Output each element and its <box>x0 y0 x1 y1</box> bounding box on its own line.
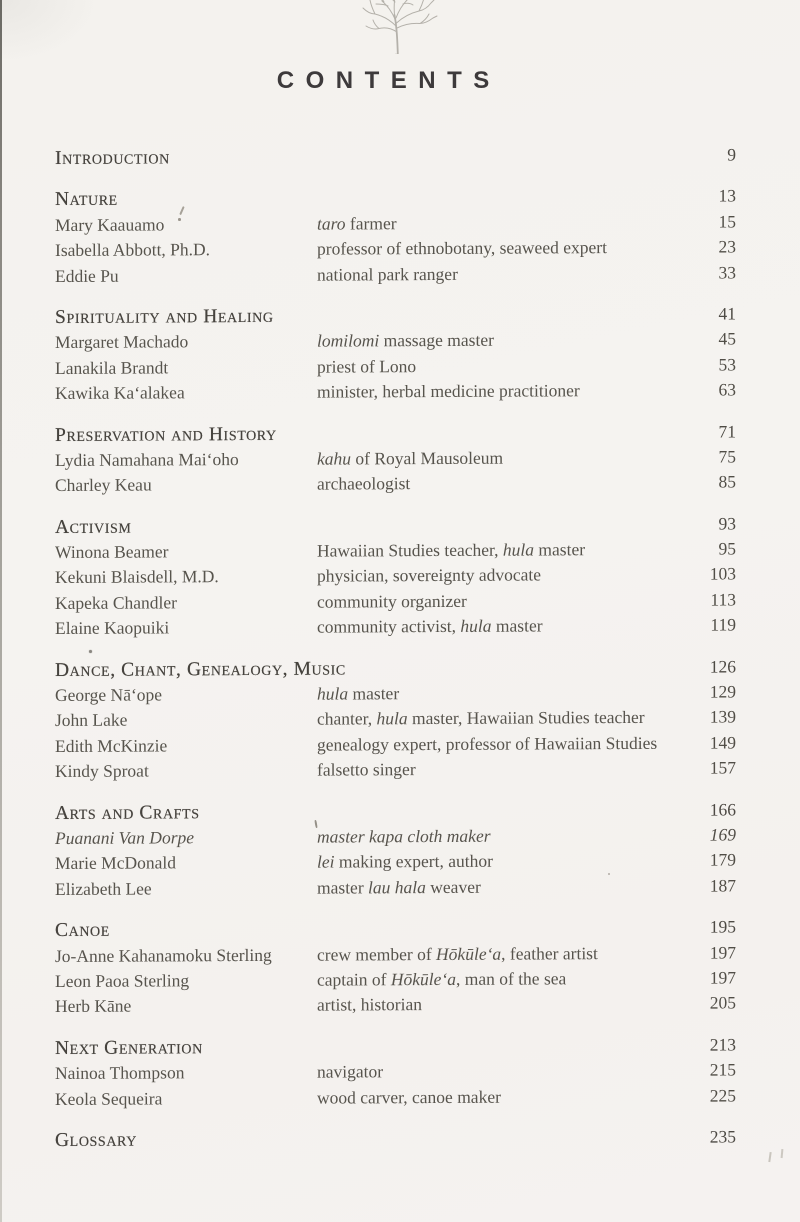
toc-entry-page-number: 95 <box>718 538 736 559</box>
description-text: master <box>317 877 369 898</box>
description-text: massage master <box>379 330 494 351</box>
toc-entry-row <box>55 209 736 238</box>
toc-entry-page-number: 197 <box>709 941 736 963</box>
toc-entry-description <box>317 940 684 967</box>
hawaiian-term: lau hala <box>368 876 426 898</box>
description-text: minister, herbal medicine practitioner <box>317 380 580 402</box>
description-text: cloth maker <box>403 825 491 847</box>
page-title: CONTENTS <box>276 67 501 94</box>
toc-entry-row <box>55 1058 736 1087</box>
hawaiian-term: lei <box>317 851 335 873</box>
toc-entry-name: Marie McDonald <box>55 852 177 874</box>
toc-section-heading-row <box>55 797 736 826</box>
toc-entry-description <box>317 378 684 405</box>
toc-entry-row <box>55 587 736 616</box>
toc-entry-name: Lydia Namahana Mai‘oho <box>55 448 239 470</box>
toc-entry-name: Nainoa Thompson <box>55 1062 185 1084</box>
toc-entry-description <box>317 823 684 850</box>
toc-entry-page-number: 103 <box>709 563 736 585</box>
description-text: making expert, author <box>334 851 493 872</box>
toc-section <box>55 184 736 289</box>
toc-section-heading-row <box>55 511 736 540</box>
toc-entry-row <box>55 756 736 785</box>
toc-entry-row <box>55 965 736 994</box>
toc-entry-name: Kapeka Chandler <box>55 592 177 613</box>
toc-entry-name: Isabella Abbott, Ph.D. <box>55 239 211 261</box>
toc-entry-row <box>55 873 736 902</box>
toc-entry-description <box>317 260 684 287</box>
toc-section-heading: Canoe <box>55 919 110 942</box>
toc-entry-page-number: 15 <box>718 211 736 232</box>
toc-section-page-number: 71 <box>718 420 736 442</box>
toc-entry-page-number: 187 <box>709 875 736 896</box>
toc-entry-name: Leon Paoa Sterling <box>55 970 190 991</box>
hawaiian-term: lomilomi <box>317 330 380 351</box>
description-text: community activist, <box>317 616 461 637</box>
description-text: master, Hawaiian Studies teacher <box>407 707 645 729</box>
toc-section-page-number: 166 <box>709 799 736 820</box>
toc-entry-description <box>317 209 684 236</box>
toc-entry-page-number: 75 <box>718 446 736 467</box>
toc-section-page-number: 126 <box>709 656 736 677</box>
toc-entry-page-number: 157 <box>709 757 736 778</box>
toc-entry-description <box>317 1058 684 1085</box>
toc-section-page-number: 213 <box>709 1034 736 1055</box>
toc-entry-name: Keola Sequeira <box>55 1087 163 1109</box>
toc-section-heading: Activism <box>55 516 132 538</box>
toc-entry-description <box>317 235 684 262</box>
description-text: archaeologist <box>317 473 411 494</box>
toc-entry-description <box>317 445 684 472</box>
toc-entry-name: Kekuni Blaisdell, M.D. <box>55 566 219 588</box>
toc-entry-row <box>55 705 736 734</box>
toc-entry-description <box>317 352 684 379</box>
toc-entry-page-number: 33 <box>718 261 736 283</box>
toc-section-heading: Introduction <box>55 147 170 169</box>
scan-edge-shadow <box>0 0 2 1222</box>
toc-entry-description <box>317 470 684 497</box>
toc-entry-description <box>317 731 684 758</box>
description-text: falsetto singer <box>317 759 416 780</box>
toc-entry-page-number: 225 <box>709 1084 736 1106</box>
toc-entry-page-number: 149 <box>709 732 736 753</box>
toc-entry-row <box>55 940 736 969</box>
toc-section-heading-row <box>55 915 736 944</box>
description-text: master <box>317 826 370 847</box>
hawaiian-term: hula <box>460 615 492 637</box>
toc-section <box>55 419 736 499</box>
hawaiian-term: hula <box>317 683 349 704</box>
toc-entry-row <box>55 679 736 708</box>
toc-section-heading: Arts and Crafts <box>55 801 200 824</box>
toc-section <box>55 1032 736 1112</box>
toc-entry-name: Margaret Machado <box>55 331 189 353</box>
description-text: community organizer <box>317 590 467 612</box>
toc-section-heading-row <box>55 184 736 213</box>
toc-section <box>55 1124 736 1153</box>
hawaiian-term: Hōkūle‘a <box>436 943 502 964</box>
description-text: wood carver, canoe maker <box>317 1086 501 1108</box>
hawaiian-term: hula <box>502 539 535 560</box>
description-text: physician, sovereignty advocate <box>317 564 542 587</box>
description-text: of Royal Mausoleum <box>351 447 504 469</box>
toc-entry-name: Eddie Pu <box>55 265 119 286</box>
description-text: weaver <box>425 876 481 897</box>
toc-entry-row <box>55 1083 736 1112</box>
toc-section-heading-row <box>55 142 736 171</box>
toc-entry-page-number: 63 <box>718 379 736 400</box>
toc-section-page-number: 41 <box>718 303 736 324</box>
toc-entry-row <box>55 352 736 381</box>
scan-scratch-artifact <box>781 1149 783 1158</box>
toc-section-heading-row <box>55 419 736 448</box>
toc-entry-description <box>317 873 684 900</box>
toc-section <box>55 654 736 785</box>
toc-entry-page-number: 169 <box>709 824 736 845</box>
toc-section <box>55 511 736 642</box>
toc-entry-name: Kindy Sproat <box>55 760 149 782</box>
hawaiian-term: kapa <box>369 826 404 847</box>
toc-entry-row <box>55 444 736 473</box>
toc-entry-page-number: 113 <box>710 589 736 610</box>
toc-entry-name: Charley Keau <box>55 474 152 496</box>
toc-entry-row <box>55 327 736 356</box>
description-text: chanter, <box>317 708 377 730</box>
description-text: genealogy expert, professor of Hawaiian Studies <box>317 732 658 755</box>
toc-section-heading-row <box>55 654 736 683</box>
toc-entry-row <box>55 378 736 407</box>
toc-section <box>55 142 736 171</box>
toc-entry-page-number: 215 <box>709 1059 736 1080</box>
description-text: navigator <box>317 1061 384 1082</box>
toc-entry-name: Lanakila Brandt <box>55 357 169 378</box>
description-text: , feather artist <box>501 942 598 964</box>
description-text: Hawaiian Studies teacher, <box>317 539 503 561</box>
toc-entry-name: Jo-Anne Kahanamoku Sterling <box>55 944 272 966</box>
description-text: , man of the sea <box>455 968 567 989</box>
toc-entry-page-number: 205 <box>709 992 736 1013</box>
toc-entry-name: Winona Beamer <box>55 541 169 563</box>
description-text: master <box>491 615 543 636</box>
toc-entry-name: Elaine Kaopuiki <box>55 617 170 639</box>
toc-entry-page-number: 179 <box>709 849 736 870</box>
toc-entry-page-number: 197 <box>709 967 736 988</box>
toc-entry-page-number: 85 <box>718 471 736 492</box>
toc-section-heading: Spirituality and Healing <box>55 305 274 328</box>
hawaiian-term: hula <box>376 708 408 729</box>
toc-entry-row <box>55 991 736 1020</box>
toc-entry-row <box>55 562 736 591</box>
toc-entry-description <box>317 588 684 615</box>
toc-entry-description <box>317 848 684 875</box>
toc-entry-description <box>317 680 684 707</box>
description-text: professor of ethnobotany, seaweed expert <box>317 237 607 259</box>
toc-section-heading: Next Generation <box>55 1036 203 1059</box>
toc-entry-name: John Lake <box>55 710 128 731</box>
toc-entry-name: Puanani Van Dorpe <box>55 827 195 848</box>
toc-entry-name: Elizabeth Lee <box>55 878 152 899</box>
toc-section-heading: Preservation and History <box>55 423 277 446</box>
toc-entry-page-number: 53 <box>718 354 736 375</box>
hawaiian-term: Hōkūle‘a <box>390 968 456 990</box>
toc-section <box>55 797 736 902</box>
toc-section-heading-row <box>55 301 736 330</box>
toc-entry-name: Edith McKinzie <box>55 735 168 756</box>
description-text: crew member of <box>317 943 437 965</box>
toc-section <box>55 301 736 406</box>
description-text: priest of Lono <box>317 355 417 377</box>
toc-entry-description <box>317 562 684 589</box>
toc-section-heading: Nature <box>55 189 118 211</box>
toc-entry-description <box>317 537 684 564</box>
hawaiian-term: taro <box>317 213 346 234</box>
toc-entry-name: Herb Kāne <box>55 995 132 1017</box>
toc-entry-description <box>317 1083 684 1110</box>
toc-entry-row <box>55 848 736 877</box>
toc-section <box>55 915 736 1020</box>
toc-entry-row <box>55 822 736 851</box>
description-text: master <box>348 683 400 704</box>
toc-section-page-number: 93 <box>718 513 736 534</box>
toc-section-heading: Dance, Chant, Genealogy, Music <box>55 658 346 681</box>
toc-section-page-number: 9 <box>727 144 736 165</box>
toc-entry-page-number: 119 <box>710 614 736 635</box>
toc-section-page-number: 235 <box>709 1126 736 1147</box>
description-text: master <box>534 539 586 560</box>
toc-entry-description <box>317 613 684 640</box>
toc-entry-row <box>55 613 736 642</box>
bare-tree-icon <box>350 0 446 54</box>
description-text: captain of <box>317 969 391 990</box>
toc-entry-row <box>55 730 736 759</box>
toc-entry-name: Kawika Ka‘alakea <box>55 382 185 404</box>
toc-entry-description <box>317 327 684 354</box>
toc-entry-page-number: 129 <box>709 681 736 702</box>
toc-entry-description <box>317 991 684 1018</box>
toc-section-heading-row <box>55 1124 736 1153</box>
toc-entry-name: George Nā‘ope <box>55 684 163 706</box>
description-text: farmer <box>345 212 397 234</box>
hawaiian-term: kahu <box>317 448 352 469</box>
toc-section-heading: Glossary <box>55 1129 137 1151</box>
toc-section-page-number: 13 <box>718 185 736 206</box>
toc-entry-description <box>317 756 684 783</box>
toc-entry-row <box>55 235 736 264</box>
toc-section-page-number: 195 <box>709 916 736 937</box>
toc-entry-page-number: 45 <box>718 328 736 349</box>
toc-entry-description <box>317 966 684 993</box>
scan-scratch-artifact <box>768 1152 771 1162</box>
toc-entry-page-number: 139 <box>709 706 736 727</box>
toc-entry-page-number: 23 <box>718 236 736 257</box>
toc-entry-name: Mary Kaauamo <box>55 214 165 235</box>
toc-entry-row <box>55 470 736 499</box>
description-text: national park ranger <box>317 263 458 285</box>
toc-entry-row <box>55 260 736 289</box>
toc-entry-description <box>317 705 684 732</box>
toc-entry-row <box>55 537 736 566</box>
description-text: artist, historian <box>317 994 422 1015</box>
table-of-contents <box>55 142 736 1169</box>
toc-section-heading-row <box>55 1032 736 1061</box>
